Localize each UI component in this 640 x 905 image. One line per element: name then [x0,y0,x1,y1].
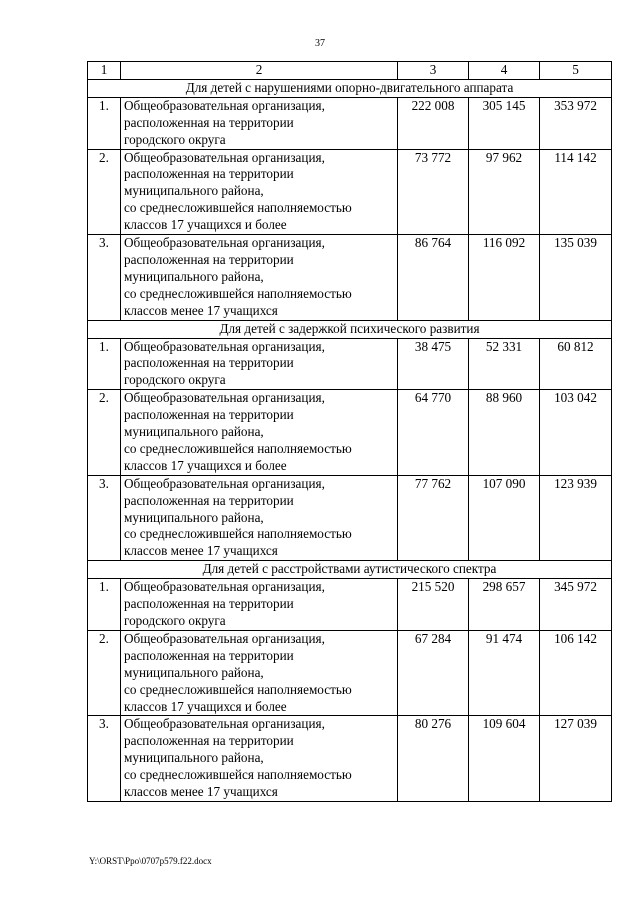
value-column-4: 116 092 [469,235,540,321]
description-line: Общеобразовательная организация, [124,235,325,251]
value-column-5: 123 939 [540,475,612,561]
description-line: муниципального района, [124,268,264,284]
description-line: Общеобразовательная организация, [124,97,325,113]
row-number: 1. [88,338,121,390]
description-line: расположенная на территории [124,647,294,663]
value-column-4: 88 960 [469,390,540,476]
row-number: 2. [88,630,121,716]
value-column-5: 103 042 [540,390,612,476]
description-line: Общеобразовательная организация, [124,338,325,354]
table-row [88,97,612,149]
value-column-5: 60 812 [540,338,612,390]
description-line: со среднесложившейся наполняемостью [124,440,352,456]
table-row [88,149,612,235]
organization-description [121,338,398,390]
section-header-row [88,79,612,97]
description-line: расположенная на территории [124,596,294,612]
section-header-row [88,561,612,579]
description-line: муниципального района, [124,664,264,680]
value-column-4: 107 090 [469,475,540,561]
description-line: расположенная на территории [124,251,294,267]
description-line: Общеобразовательная организация, [124,390,325,406]
value-column-3: 80 276 [398,716,469,802]
organization-description [121,235,398,321]
description-line: городского округа [124,372,226,388]
description-line: классов менее 17 учащихся [124,543,278,559]
column-header-5: 5 [540,62,612,80]
value-column-4: 298 657 [469,579,540,631]
organization-description [121,390,398,476]
description-line: со среднесложившейся наполняемостью [124,200,352,216]
table-row [88,338,612,390]
description-line: со среднесложившейся наполняемостью [124,526,352,542]
page-number: 37 [315,38,325,49]
table-row [88,475,612,561]
row-number: 1. [88,579,121,631]
value-column-5: 106 142 [540,630,612,716]
description-line: классов менее 17 учащихся [124,784,278,800]
row-number: 3. [88,235,121,321]
description-line: Общеобразовательная организация, [124,630,325,646]
description-line: расположенная на территории [124,114,294,130]
organization-description [121,716,398,802]
organization-description [121,475,398,561]
value-column-5: 135 039 [540,235,612,321]
description-line: Общеобразовательная организация, [124,716,325,732]
table-header-row [88,62,612,80]
row-number: 2. [88,149,121,235]
table-row [88,390,612,476]
value-column-3: 64 770 [398,390,469,476]
value-column-3: 215 520 [398,579,469,631]
value-column-3: 86 764 [398,235,469,321]
value-column-4: 52 331 [469,338,540,390]
description-line: расположенная на территории [124,407,294,423]
description-line: расположенная на территории [124,355,294,371]
description-line: классов 17 учащихся и более [124,457,287,473]
description-line: муниципального района, [124,183,264,199]
description-line: расположенная на территории [124,492,294,508]
value-column-3: 77 762 [398,475,469,561]
value-column-5: 345 972 [540,579,612,631]
value-column-4: 91 474 [469,630,540,716]
value-column-5: 353 972 [540,97,612,149]
value-column-5: 127 039 [540,716,612,802]
section-title: Для детей с расстройствами аутистического спектра [88,561,612,579]
description-line: Общеобразовательная организация, [124,579,325,595]
column-header-3: 3 [398,62,469,80]
description-line: муниципального района, [124,424,264,440]
description-line: со среднесложившейся наполняемостью [124,285,352,301]
value-column-3: 222 008 [398,97,469,149]
value-column-3: 38 475 [398,338,469,390]
description-line: муниципального района, [124,750,264,766]
description-line: расположенная на территории [124,733,294,749]
description-line: городского округа [124,613,226,628]
organization-description [121,149,398,235]
description-line: Общеобразовательная организация, [124,475,325,491]
column-header-1: 1 [88,62,121,80]
table-row [88,235,612,321]
section-title: Для детей с нарушениями опорно-двигательного аппарата [88,79,612,97]
description-line: классов 17 учащихся и более [124,698,287,714]
footer-file-path: Y:\ORST\Ppo\0707p579.f22.docx [89,856,212,866]
value-column-3: 73 772 [398,149,469,235]
column-header-2: 2 [121,62,398,80]
description-line: со среднесложившейся наполняемостью [124,681,352,697]
table-row [88,630,612,716]
row-number: 3. [88,475,121,561]
value-column-4: 97 962 [469,149,540,235]
value-column-4: 305 145 [469,97,540,149]
tariff-table [87,61,612,802]
value-column-3: 67 284 [398,630,469,716]
row-number: 1. [88,97,121,149]
value-column-5: 114 142 [540,149,612,235]
table-row [88,716,612,802]
row-number: 2. [88,390,121,476]
organization-description [121,97,398,149]
organization-description [121,579,398,631]
description-line: расположенная на территории [124,166,294,182]
row-number: 3. [88,716,121,802]
description-line: классов 17 учащихся и более [124,217,287,233]
description-line: со среднесложившейся наполняемостью [124,767,352,783]
value-column-4: 109 604 [469,716,540,802]
description-line: классов менее 17 учащихся [124,302,278,318]
section-header-row [88,320,612,338]
description-line: Общеобразовательная организация, [124,149,325,165]
table-row [88,579,612,631]
organization-description [121,630,398,716]
description-line: муниципального района, [124,509,264,525]
description-line: городского округа [124,131,226,147]
section-title: Для детей с задержкой психического развития [88,320,612,338]
column-header-4: 4 [469,62,540,80]
